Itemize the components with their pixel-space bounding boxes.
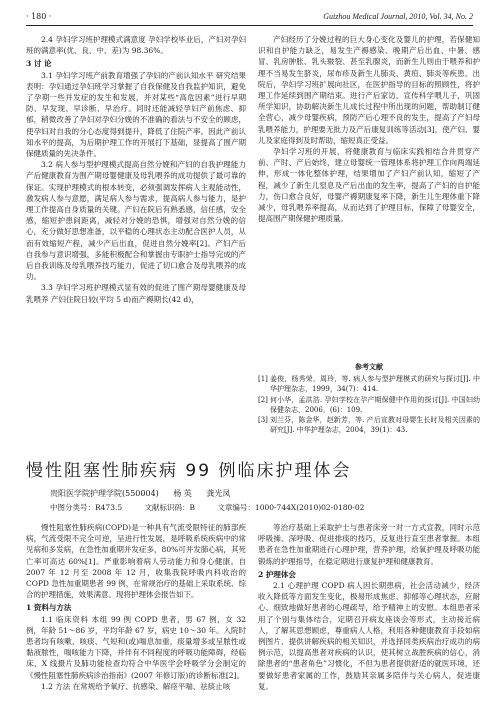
reference-number: [2] [258, 395, 268, 404]
references-title: 参考文献 [355, 362, 383, 371]
author-name: 杨 英 [173, 489, 192, 498]
article-title: 慢性阻塞性肺疾病 99 例临床护理体会 [26, 461, 352, 481]
reference-text: 何小华，孟洪浩. 孕妇学校在孕产期保健中作用的探讨[J]. 中国妇幼保健杂志，2006，(6)：109. [270, 395, 480, 414]
paragraph: 慢性阻塞性肺疾病(COPD)是一种具有气流受限特征的肺部疾病，气流受限不完全可逆，呈进行性发展，是呼吸系统疾病中的常见病和多发病，在急性加重期并发症多，80%可并发肺心病，其死亡率可高达 60%[1]。严重影响着病人劳动能力和身心健康。自 2007 年 12 月至 2008 年 12 月，收集我院呼吸内科收治的 COPD 急性加重期患者 99 例，在常规治疗的基础上采取系统、综合的护理措施，效果满意。现将护理体会报告如下。 [26, 523, 246, 600]
paragraph: 2.1 心理护理 COPD 病人因长期患病，社会活动减少，经济收入降低等方面发生变化，极易形成焦虑、抑郁等心理状态，应耐心、细致地做好患者的心理疏导，给予精神上的安慰。本组患者采用了个别与集体结合，定期召开病友座谈会等形式，主动接近病人，了解其思想顾虑，尊重病人人格，利用各种健康教育手段如病例图片、提供讲解疾病的相关知识，并选择同类疾病治疗成功的病例示范，以提高患者对疾病的认识，使其树立战胜疾病的信心，消除患者的“患者角色”习惯化，不但为患者提供舒适的就医环境，还要做好患者家属的工作，鼓励其亲属多陪伴与关心病人，促进康复。 [258, 581, 480, 691]
article-authors [50, 488, 242, 499]
section-heading: 2 护理体会 [258, 569, 296, 579]
running-header [26, 12, 473, 24]
reference-text: 刘兰芬，陈金华，赵新芳，等. 产后宣教对母婴生长时及相关因素的研究[J]. 中华护理杂志，2004，39(1)：43. [270, 416, 480, 435]
top-left-column [26, 34, 246, 340]
document-code: 文献标识码：B [144, 503, 196, 512]
classification-number: 中图分类号：R473.5 [50, 503, 123, 512]
reference-item [258, 415, 480, 435]
bottom-left-column [26, 522, 246, 698]
reference-text: 姜俊，杨秀荣，周玲，等. 病人参与型护理模式的研究与探讨[J]. 中华护理杂志，1999，34(7)：414. [270, 375, 480, 394]
paragraph: 产妇经历了分娩过程的巨大身心变化及婴儿的护理，若保健知识和自护能力缺乏，易发生产褥感染、晚期产后出血、中暑、感冒、乳房肿胀、乳头皲裂、甚至乳腺炎，而新生儿则由于喂养和护理不当易发生脐炎，尿布疹及新生儿肺炎、黄疸、肺炎等疾患。出院后，孕妇学习班扩展向社区，在医护指导的目标的照顾性，将护理工作延续到围产期结束。进行产后家访，宣传科学喂儿子，巩固所学知识，协助解决新生儿成长过程中所出现的问题，帮助制订健全营心，减少母婴疾病，预防产后心理不良的发生，提高了产妇母乳喂养能力，护理要无批力及产后康复训练等活动[3]，使产妇、婴儿及家庭得到及时帮助，缩短真正受益。 [258, 35, 480, 145]
reference-number: [1] [258, 375, 268, 384]
author-name: 龚光凤 [206, 489, 231, 498]
paragraph: 1.2 方法 在常规给予氧疗、抗感染、解痉平喘、祛痰止咳 [41, 681, 231, 691]
bottom-right-column [258, 522, 480, 698]
top-right-column [258, 34, 480, 362]
article-number: 文章编号：1000-744X(2010)02-0180-02 [217, 503, 365, 512]
reference-item [258, 395, 480, 415]
references [258, 360, 480, 435]
article-meta [50, 502, 384, 513]
page-number: · 180 · [26, 12, 52, 21]
author-affiliation: 贵阳医学院护理学院(550004) [50, 489, 159, 498]
paragraph: 等治疗基础上采取护士与患者床旁一对一方式宣教，同时示范呼吸操、深呼吸、促进排痰的技巧，反复进行直至患者掌握。本组患者在急性加重期进行心理护理，营养护理，给氧护理及呼吸功能锻炼的护理指导，在稳定期进行康复护理和健康教育。 [258, 523, 480, 566]
reference-item [258, 374, 480, 394]
paragraph: 3.2 病人参与型护理模式提高自然分娩和产妇的自我护理能力 产后健康教育为围产期母婴健康及母乳喂养的成功提供了最可靠的保证。实现护理模式的根本转变，必须强调发挥病人主观能动性，激发病人参与意愿，满足病人参与需求，提高病人参与能力，是护理工作提高自身质量的关键。产妇在院后有熟悉感，信任感，安全感，缩短护患间距离，减轻对分娩的恐惧，增强对自然分娩的信心，充分做好思想准备，以平稳的心理状态主动配合医护人员，从而有效缩短产程，减少产后出血，促进自然分娩率[2]。产妇产后自我参与意识增强，多能积极配合和掌握由专职护士指导完成的产后自我训练及母乳喂养技巧能力，促进了切口愈合及母乳喂养的成功。 [26, 160, 246, 282]
paragraph: 1.1 临床资料 本组 99 例 COPD 患者，男 67 例，女 32 例，年龄 51～86 岁，平均年龄 67 岁，病史 10～30 年。入院时患者均有咳嗽、咳痰、气短和(或)喘息加重，痰量增多或呈脓性或黏液脓性，喘咳能力下降，并伴有不同程度的呼吸功能障碍，经临床、X 线摄片及肺功能检查均符合中华医学会呼吸学分会制定的《慢性阻塞性肺疾病诊治指南》(2007 年修订版)的诊断标准[2]。 [26, 614, 246, 680]
section-heading: 3 讨 论 [26, 59, 52, 69]
header-rule [26, 25, 473, 26]
reference-number: [3] [258, 416, 268, 425]
paragraph: 3.1 孕妇学习班产前教育增强了孕妇的产前认知水平 研究结果表明：孕妇通过孕妇班学习掌握了自我保健及自我监护知识，避免了孕期一些并发症的发生和发展，并对某些“高危因素”进行早期防、早发现、早诊断、早治疗。同时还能减轻孕妇产前焦虑、抑郁，稍微改善了孕妇对孕妇分娩的不准确的看法与不安全的顾虑，使孕妇对自我的分心态度得到提升，降低了住院产率。因此产前认知水平的提高，为后期护理工作的开展打下基础，显提高了围产期保健质量的先决条件。 [26, 70, 246, 159]
paragraph: 孕妇学习班的开展，将健康教育与临床实践相结合并贯穿产前、产时、产后始终，建立母婴统一管理体系将护理工作向两端延伸，形成一体化整体护理，结果增加了产妇产前认知，缩短了产程，减少了新生儿窒息及产后出血的发生率，提高了产妇的自护能力，伤口愈合良好，母婴产褥期康复率下降，新生儿生理体重下降减少，母乳喂养率提高，从而达到了护理目标，保障了母婴安全，提高围产期保健护理质量。 [258, 147, 480, 224]
paragraph: 2.4 孕妇学习班护理模式满意度 孕妇学校毕业后，产妇对孕妇班的满意率(优、良、中、差)为 98.36%。 [26, 35, 246, 56]
section-heading: 1 资料与方法 [26, 603, 72, 613]
paragraph: 3.3 孕妇学习班护理模式显有效的促进了围产期母婴健康及母乳喂养 产妇住院日较(平均 5 d)而产褥期长(42 d)， [26, 283, 246, 304]
journal-citation: Guizhou Medical Journal, 2010, Vol. 34, No. 2 [323, 12, 473, 21]
